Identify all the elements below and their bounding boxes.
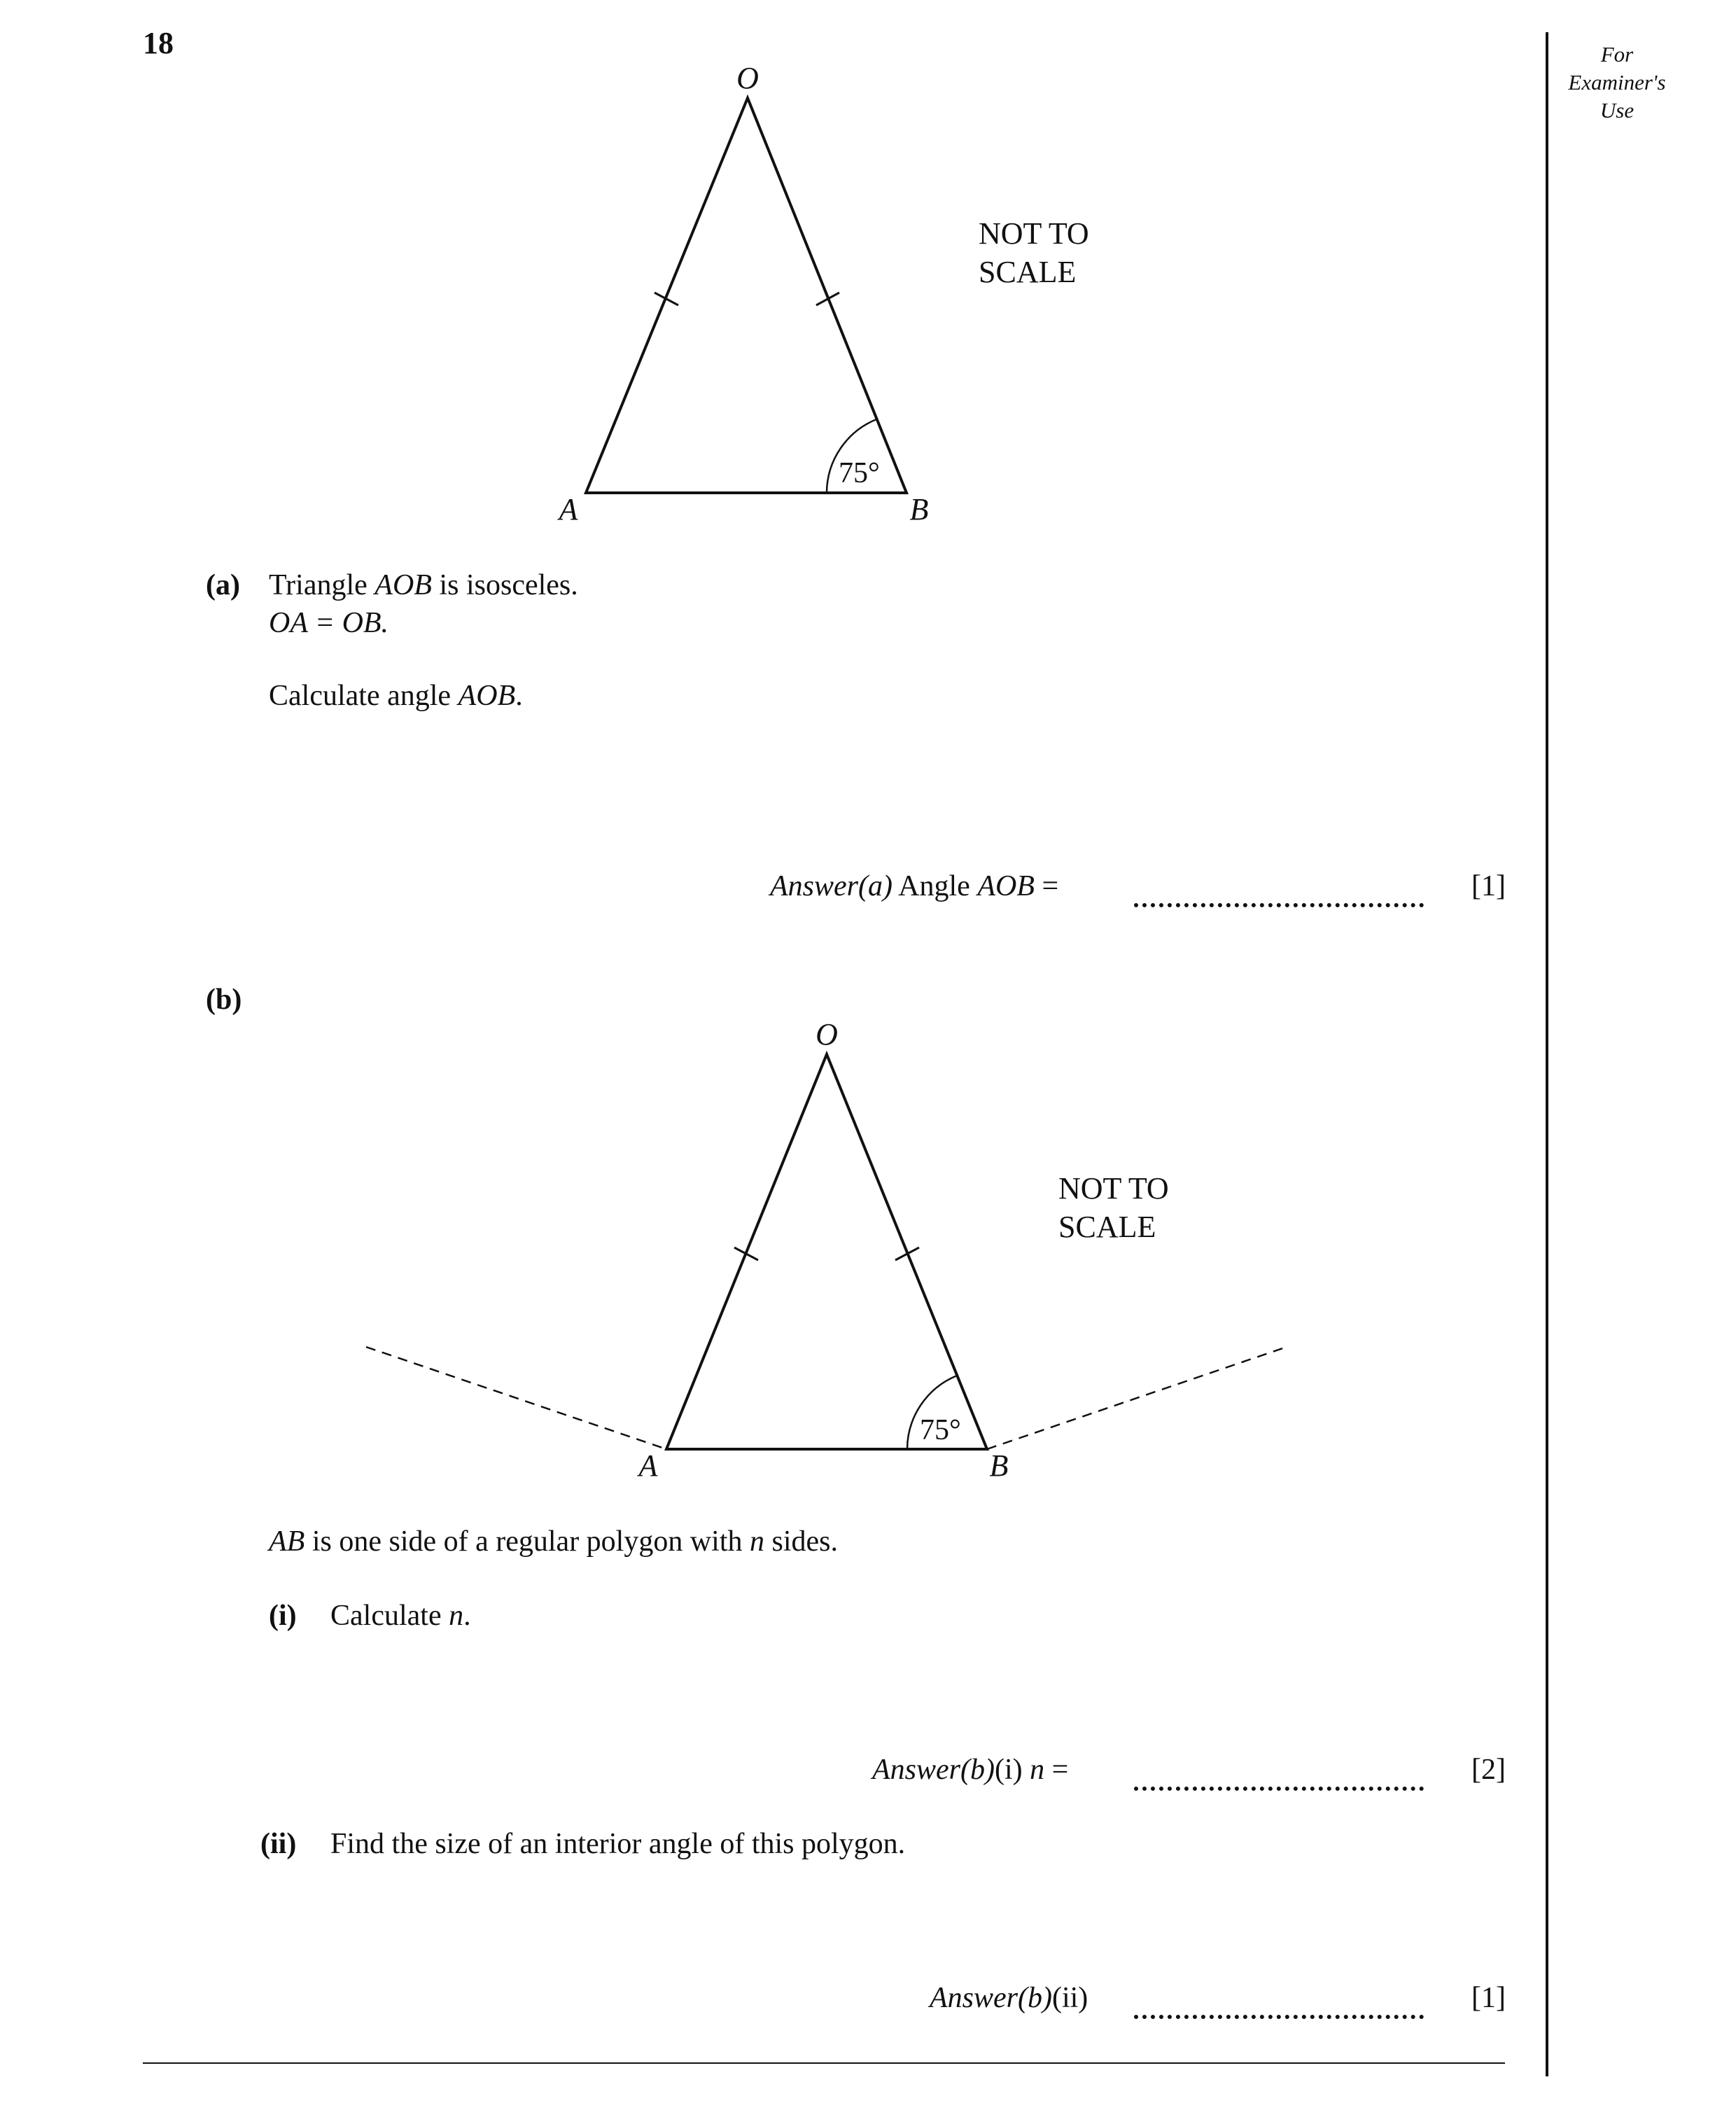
part-b-i-label: (i) [269,1600,297,1632]
polygon-side-dashed-left [366,1347,666,1449]
answer-var: AOB [977,870,1035,902]
marks-b-i: [2] [1471,1754,1506,1786]
answer-text: = [1044,1754,1069,1786]
not-to-scale-line1: NOT TO [979,216,1089,251]
part-b-label: (b) [206,984,242,1016]
instruction-text: Calculate angle [269,680,458,712]
page-bottom-rule [143,2062,1505,2064]
part-a-instruction [269,679,523,713]
answer-a-field[interactable] [1134,903,1424,907]
triangle-figure-a [557,61,1089,526]
answer-b-i-label [872,1753,1068,1787]
answer-prefix: Answer(b) [930,1982,1052,2014]
part-a-label: (a) [206,569,240,601]
question-text: . [463,1600,471,1632]
marks-b-ii: [1] [1471,1982,1506,2014]
examiner-use-label: For Examiner's Use [1568,42,1666,123]
answer-b-i-field[interactable] [1134,1787,1424,1791]
stem-text: sides. [764,1525,839,1558]
not-to-scale-line1-b: NOT TO [1058,1171,1169,1206]
stem-var: AB [269,1525,305,1558]
part-a-text: Triangle [269,569,375,601]
triangle-figure-b [366,1017,1287,1483]
answer-a-label [770,869,1058,903]
question-text: Calculate [330,1600,449,1632]
vertex-label-o: O [736,61,759,95]
stem-n: n [750,1525,765,1558]
answer-prefix: Answer(b) [872,1754,995,1786]
vertex-label-a: A [559,492,578,526]
vertex-label-o-b: O [816,1017,838,1052]
part-b-stem [269,1525,838,1558]
page-number: 18 [143,26,174,60]
part-b-ii-label: (ii) [260,1828,297,1860]
part-a-var: AOB [374,569,432,601]
answer-prefix: Answer(a) [770,870,892,902]
answer-text: (i) [994,1754,1030,1786]
vertex-label-b: B [909,492,929,526]
answer-b-ii-field[interactable] [1134,2015,1424,2019]
answer-text: Angle [892,870,978,902]
answer-text: (ii) [1051,1982,1088,2014]
not-to-scale-line2: SCALE [979,255,1077,289]
part-b-i-text [330,1599,471,1633]
part-b-ii-text: Find the size of an interior angle of this polygon. [330,1828,906,1860]
question-var: n [449,1600,464,1632]
answer-text: = [1034,870,1059,902]
polygon-side-dashed-right [987,1347,1287,1449]
vertex-label-b-b: B [989,1448,1009,1483]
angle-label-75: 75° [839,457,880,489]
vertex-label-a-b: A [638,1448,658,1483]
marks-a: [1] [1471,870,1506,902]
triangle-aob [586,98,906,493]
stem-text: is one side of a regular polygon with [304,1525,750,1558]
answer-b-ii-label [930,1981,1088,2015]
part-a-text: is isosceles. [431,569,578,601]
part-a-equal-sides: OA = OB. [269,607,389,639]
instruction-text: . [515,680,523,712]
triangle-aob-b [666,1054,987,1449]
part-a-statement [269,568,578,602]
answer-var: n [1030,1754,1045,1786]
not-to-scale-line2-b: SCALE [1058,1210,1156,1244]
angle-label-75-b: 75° [920,1414,961,1446]
instruction-var: AOB [458,680,516,712]
